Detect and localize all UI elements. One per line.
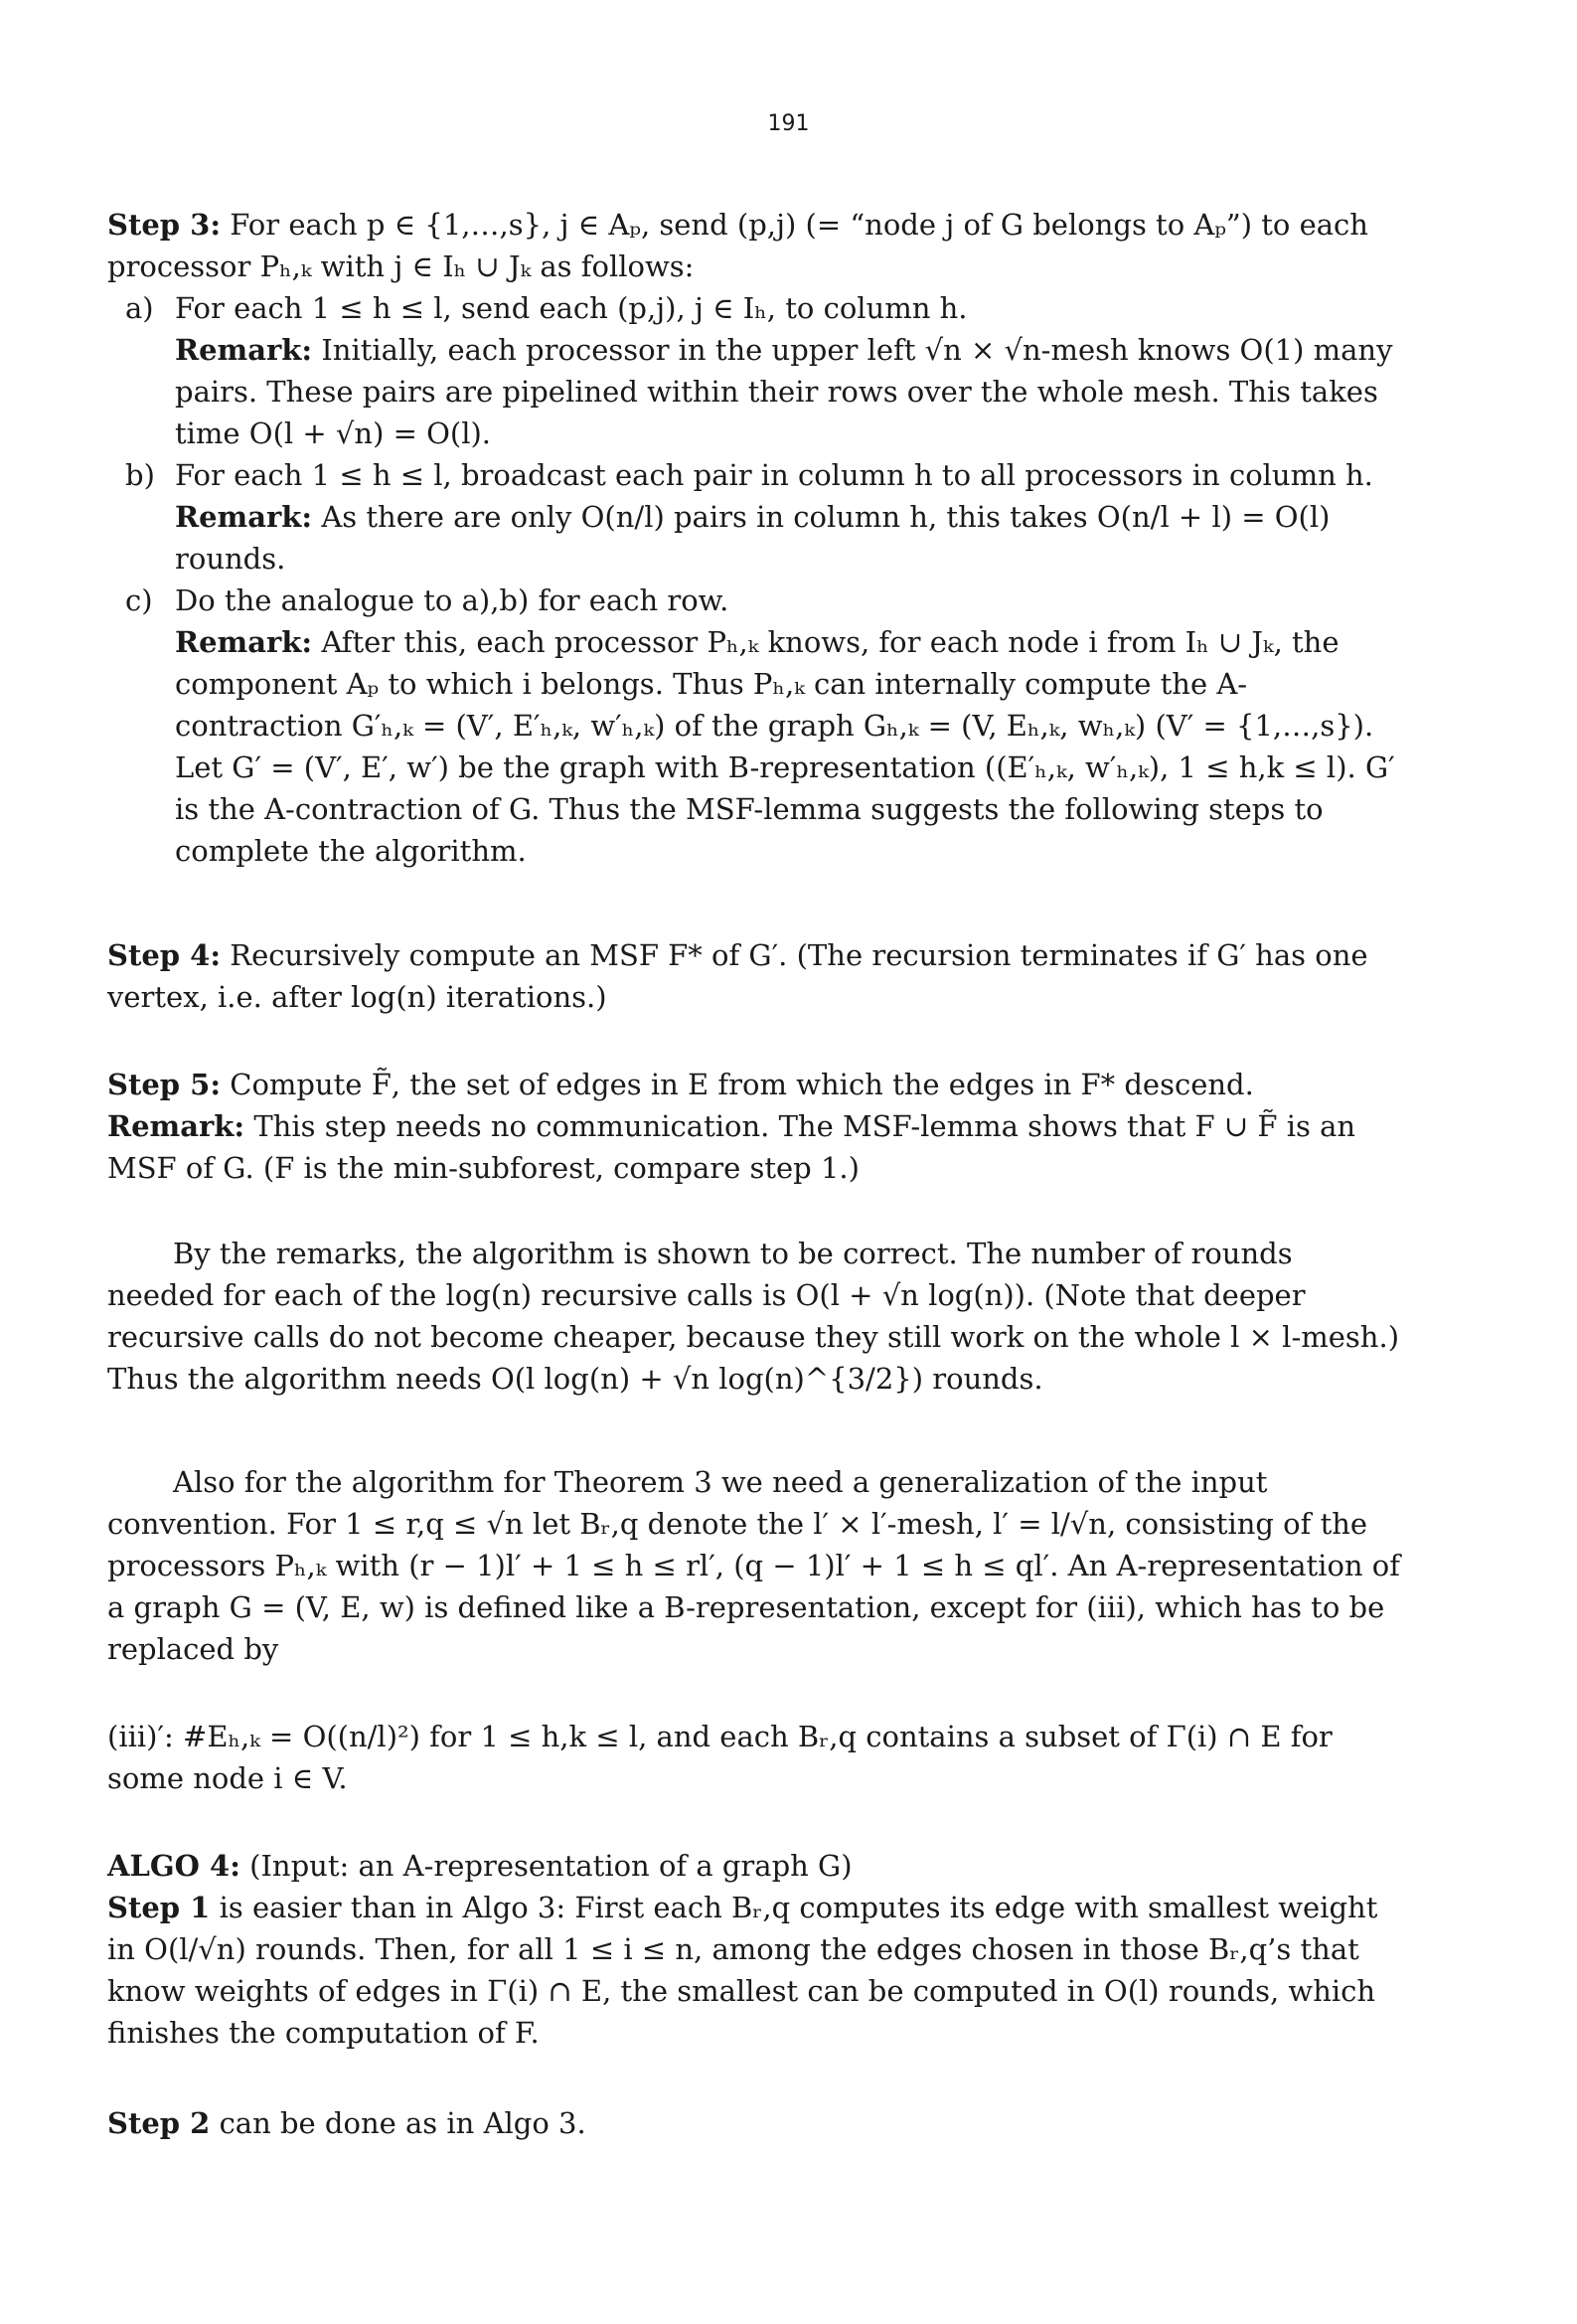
- step4-text: Recursively compute an MSF F* of G′. (The recursion terminates if G′ has one vertex, i.e. after log(n) iterations.): [107, 938, 1368, 1014]
- item-text: For each 1 ≤ h ≤ l, broadcast each pair in column h to all processors in column h.: [175, 458, 1373, 492]
- remark-label: Remark:: [175, 333, 313, 367]
- algo4-heading: [107, 1845, 1404, 1887]
- correctness-paragraph: By the remarks, the algorithm is shown to be correct. The number of rounds needed for each of the log(n) recursive calls is O(l + √n log(n)). (Note that deeper recursive calls do not become cheaper, because they still work on the whole l × l-mesh.) Thus the algorithm needs O(l log(n) + √n log(n)^{3/2}) rounds.: [107, 1237, 1400, 1396]
- item-remark: [175, 621, 1404, 872]
- condition-iii-paragraph: (iii)′: #Eₕ,ₖ = O((n/l)²) for 1 ≤ h,k ≤ l, and each Bᵣ,q contains a subset of Γ(i) ∩ E for some node i ∈ V.: [107, 1720, 1333, 1795]
- item-label: c): [125, 583, 153, 617]
- remark-label: Remark:: [175, 625, 313, 659]
- algo4-step2: [107, 2102, 1404, 2144]
- algo4-step2-text: can be done as in Algo 3.: [219, 2106, 586, 2140]
- algo4-step1: [107, 1887, 1404, 2054]
- algo4-input: (Input: an A-representation of a graph G): [249, 1849, 853, 1883]
- remark-text: As there are only O(n/l) pairs in column h, this takes O(n/l + l) = O(l) rounds.: [175, 500, 1331, 576]
- step5-text: Compute F̃, the set of edges in E from which the edges in F* descend.: [230, 1068, 1254, 1101]
- step4-label: Step 4:: [107, 938, 222, 972]
- item-text: Do the analogue to a),b) for each row.: [175, 583, 729, 617]
- step5-paragraph: [107, 1064, 1404, 1105]
- item-text: For each 1 ≤ h ≤ l, send each (p,j), j ∈ Iₕ, to column h.: [175, 291, 968, 325]
- remark-text: After this, each processor Pₕ,ₖ knows, for each node i from Iₕ ∪ Jₖ, the component Aₚ to which i belongs. Thus Pₕ,ₖ can internally compute the A-contraction G′ₕ,ₖ = (V′, E′ₕ,ₖ, w′ₕ,ₖ) of the graph Gₕ,ₖ = (V, Eₕ,ₖ, wₕ,ₖ) (V′ = {1,…,s}). Let G′ = (V′, E′, w′) be the graph with B-representation ((E′ₕ,ₖ, w′ₕ,ₖ), 1 ≤ h,k ≤ l). G′ is the A-contraction of G. Thus the MSF-lemma suggests the following steps to complete the algorithm.: [175, 625, 1395, 868]
- step5-label: Step 5:: [107, 1068, 222, 1101]
- remark-text: This step needs no communication. The MSF-lemma shows that F ∪ F̃ is an MSF of G. (F is the min-subforest, compare step 1.): [107, 1109, 1356, 1185]
- step3-intro: [107, 204, 1404, 287]
- step5-block: [107, 1064, 1404, 1189]
- step3-item-c: [107, 580, 1404, 872]
- algo4-step1-label: Step 1: [107, 1891, 211, 1924]
- algo4-label: ALGO 4:: [107, 1849, 240, 1883]
- step3-label: Step 3:: [107, 208, 222, 242]
- algo4-step1-text: is easier than in Algo 3: First each Bᵣ,q computes its edge with smallest weight in O(l/√n) rounds. Then, for all 1 ≤ i ≤ n, among the edges chosen in those Bᵣ,q’s that know weights of edges in Γ(i) ∩ E, the smallest can be computed in O(l) rounds, which finishes the computation of F.: [107, 1891, 1378, 2050]
- step3-intro-text: For each p ∈ {1,…,s}, j ∈ Aₚ, send (p,j) (= “node j of G belongs to Aₚ”) to each processor Pₕ,ₖ with j ∈ Iₕ ∪ Jₖ as follows:: [107, 208, 1368, 283]
- item-remark: [175, 329, 1404, 454]
- step3-item-b: [107, 454, 1404, 580]
- item-remark: [175, 496, 1404, 580]
- item-label: a): [125, 291, 154, 325]
- page-number: 191: [767, 111, 810, 136]
- remark-label: Remark:: [175, 500, 313, 534]
- algo4-step2-block: [107, 2102, 1404, 2144]
- step3-block: [107, 204, 1404, 872]
- algo4-block: [107, 1845, 1404, 2054]
- step4-block: [107, 934, 1404, 1018]
- step3-item-a: [107, 287, 1404, 454]
- remark-text: Initially, each processor in the upper left √n × √n-mesh knows O(1) many pairs. These pairs are pipelined within their rows over the whole mesh. This takes time O(l + √n) = O(l).: [175, 333, 1393, 450]
- remark-label: Remark:: [107, 1109, 245, 1143]
- generalization-paragraph: Also for the algorithm for Theorem 3 we need a generalization of the input convention. For 1 ≤ r,q ≤ √n let Bᵣ,q denote the l′ × l′-mesh, l′ = l/√n, consisting of the processors Pₕ,ₖ with (r − 1)l′ + 1 ≤ h ≤ rl′, (q − 1)l′ + 1 ≤ h ≤ ql′. An A-representation of a graph G = (V, E, w) is defined like a B-representation, except for (iii), which has to be replaced by: [107, 1465, 1400, 1666]
- step4-paragraph: [107, 934, 1404, 1018]
- step5-remark: [107, 1105, 1404, 1189]
- item-label: b): [125, 458, 155, 492]
- algo4-step2-label: Step 2: [107, 2106, 211, 2140]
